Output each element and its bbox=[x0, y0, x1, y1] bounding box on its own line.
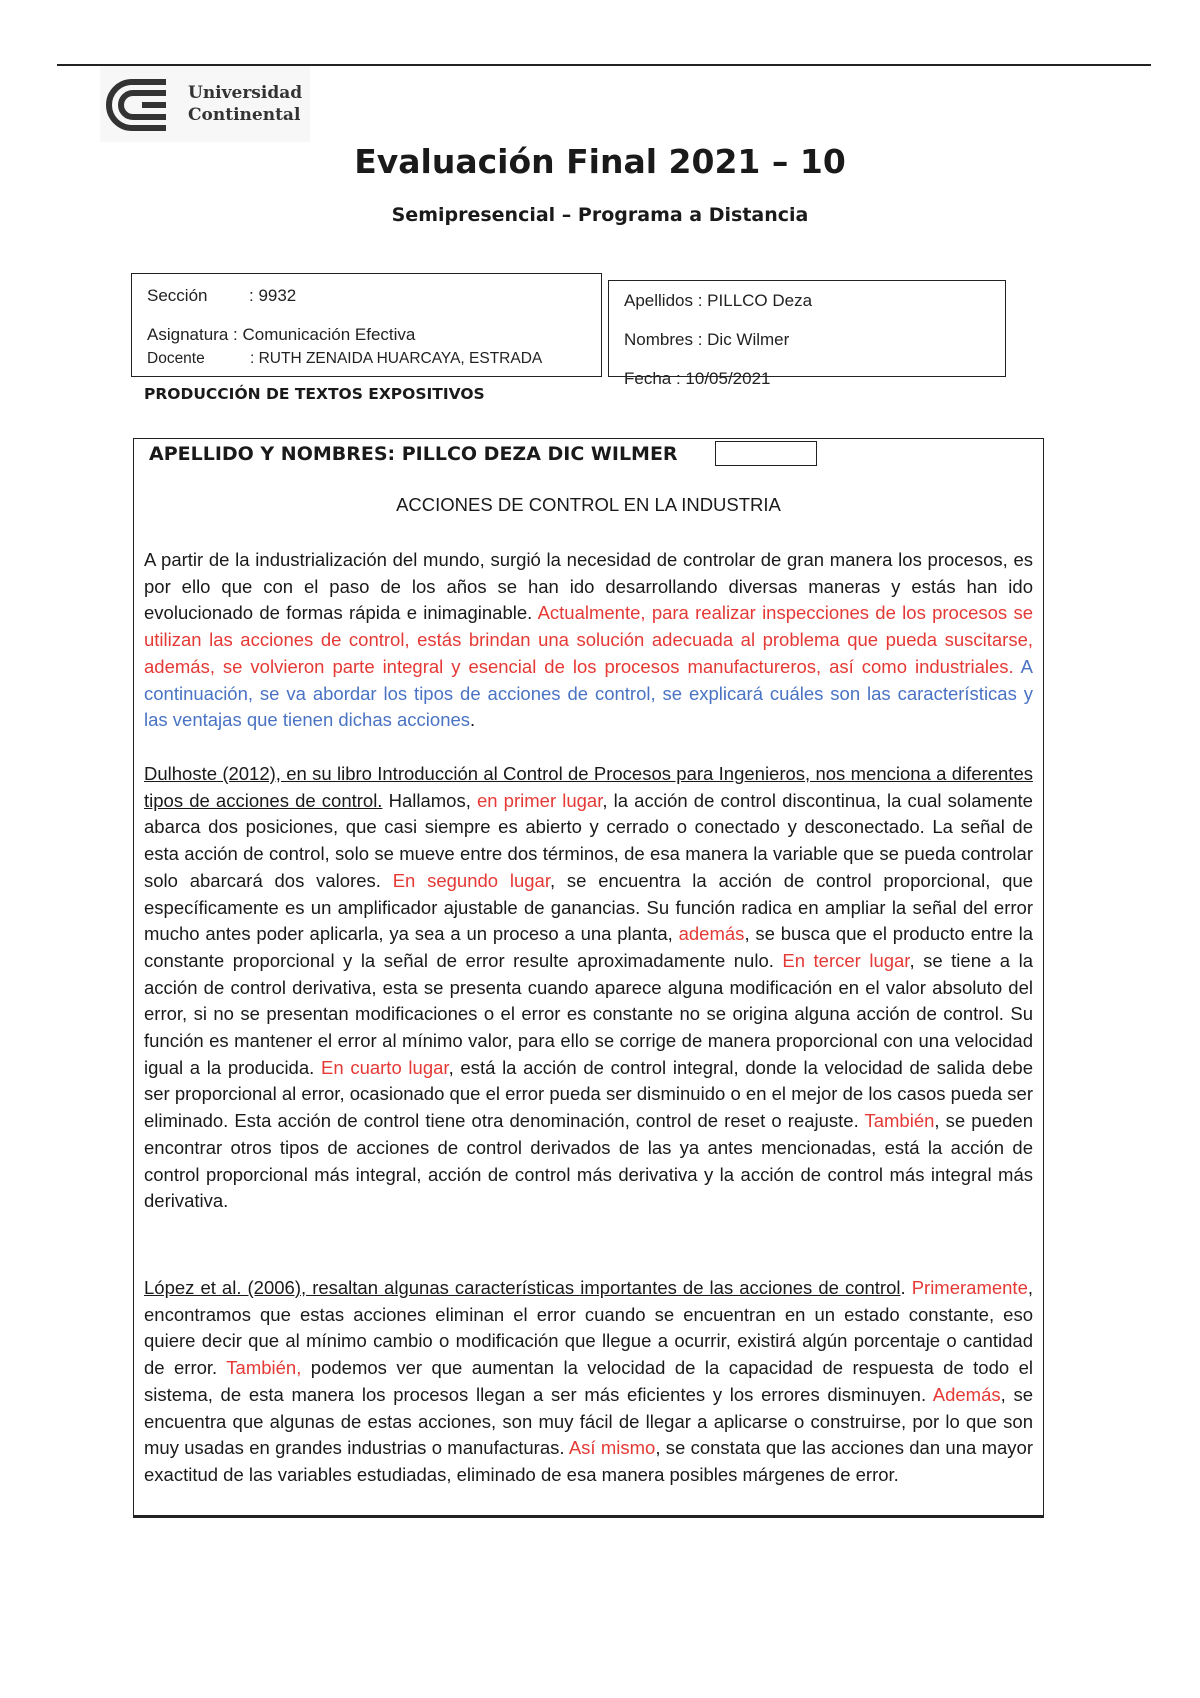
docente-label: Docente bbox=[147, 350, 205, 367]
asignatura-row bbox=[147, 325, 415, 345]
paragraph-intro bbox=[144, 547, 1033, 734]
nombres-row bbox=[624, 330, 789, 350]
paragraph-dulhoste bbox=[144, 761, 1033, 1215]
text-span: , se busca que el producto entre la constante proporcional y la señal de error resulte aproximadamente nulo. bbox=[144, 923, 1033, 971]
fecha-row-clipped: Fecha : 10/05/2021 bbox=[624, 369, 771, 388]
highlight-red: También bbox=[864, 1110, 935, 1132]
logo-line-1: Universidad bbox=[188, 83, 303, 103]
page-title: Evaluación Final 2021 – 10 bbox=[354, 142, 846, 181]
text-span: , se tiene a la acción de control derivativa, esta se presenta cuando aparece alguna modificación en el valor absoluto del error, si no se presentan modificaciones o el error es constante no se origina alguna acción de control. Su función es mantener el error al mínimo valor, para ello se corrige de manera proporcional con una velocidad igual a la producida. bbox=[144, 949, 1033, 1078]
text-span: , la acción de control discontinua, la cual solamente abarca dos posiciones, que casi siempre es abierto y cerrado o conectado y desconectado. La señal de esta acción de control, solo se mueve entre dos términos, de esa manera la variable que se pueda controlar solo abarcará dos valores. bbox=[144, 789, 1033, 891]
highlight-red: En cuarto lugar bbox=[320, 1056, 449, 1078]
seccion-label: Sección bbox=[147, 286, 208, 305]
text-span: , se pueden encontrar otros tipos de acciones de control derivados de las ya antes mencionadas, está la acción de control proporcional más integral, acción de control más derivativa y la acción de control más integral más derivativa. bbox=[144, 1110, 1033, 1212]
highlight-blue: A continuación, se va abordar los tipos de acciones de control, se explicará cuáles son las características y las ventajas que tienen dichas acciones bbox=[144, 655, 1033, 731]
nombres-value: : Dic Wilmer bbox=[697, 330, 790, 349]
logo-line-2: Continental bbox=[188, 105, 301, 125]
logo-text bbox=[188, 82, 302, 126]
text-span: , se encuentra la acción de control proporcional, que específicamente es un amplificador ajustable de ganancias. Su función radica en ampliar la señal del error mucho antes poder aplicarla, ya sea a un proceso a una planta, bbox=[144, 869, 1033, 945]
seccion-value: : 9932 bbox=[249, 286, 297, 305]
seccion-row bbox=[147, 286, 296, 306]
text-span: A partir de la industrialización del mundo, surgió la necesidad de controlar de gran manera los procesos, es por ello que con el paso de los años se han ido desarrollando diversas maneras y estás han ido evolucionado de formas rápida e inimaginable. bbox=[144, 549, 1033, 624]
citation-underlined: Dulhoste (2012), en su libro Introducción al Control de Procesos para Ingenieros, nos menciona a diferentes tipos de acciones de control. bbox=[144, 763, 1033, 811]
highlight-red: Primeramente bbox=[911, 1277, 1028, 1298]
highlight-red: en primer lugar bbox=[476, 789, 603, 811]
docente-row bbox=[147, 350, 542, 368]
apellidos-value: : PILLCO Deza bbox=[697, 291, 813, 310]
essay-title: ACCIONES DE CONTROL EN LA INDUSTRIA bbox=[396, 494, 781, 515]
text-span: , está la acción de control integral, donde la velocidad de salida debe ser proporcional al error, ocasionado que el error pueda ser disminuido o en el mejor de los casos pueda ser eliminado. Esta acción de control tiene otra denominación, control de reset o reajuste. bbox=[144, 1056, 1033, 1132]
highlight-red: En segundo lugar bbox=[392, 869, 550, 891]
nombres-label: Nombres bbox=[624, 330, 693, 349]
asignatura-label: Asignatura bbox=[147, 325, 229, 344]
text-span: . bbox=[900, 1277, 912, 1298]
highlight-red: Así mismo bbox=[568, 1437, 656, 1459]
text-span: , se constata que las acciones dan una mayor exactitud de las variables estudiadas, eliminado de esa manera posibles márgenes de error. bbox=[144, 1437, 1033, 1485]
student-info-box bbox=[608, 280, 1006, 388]
logo-mark-icon bbox=[102, 78, 182, 132]
docente-value: : RUTH ZENAIDA HUARCAYA, ESTRADA bbox=[250, 350, 543, 367]
text-span: , se encuentra que algunas de estas acciones, son muy fácil de llegar a aplicarse o construirse, por lo que son muy usadas en grandes industrias o manufacturas. bbox=[144, 1383, 1034, 1459]
text-span: . bbox=[470, 709, 476, 731]
highlight-red: En tercer lugar bbox=[782, 949, 910, 971]
page-subtitle: Semipresencial – Programa a Distancia bbox=[391, 204, 809, 226]
apellidos-row bbox=[624, 291, 812, 311]
text-span: , encontramos que estas acciones eliminan el error cuando se encuentran en un estado constante, eso quiere decir que al mínimo cambio o modificación que llegue a ocurrir, existirá algún porcentaje o cantidad de error. bbox=[144, 1277, 1034, 1379]
essay-box bbox=[133, 438, 1044, 1518]
highlight-red: También, bbox=[226, 1357, 302, 1379]
university-logo bbox=[100, 66, 310, 142]
asignatura-value: : Comunicación Efectiva bbox=[233, 325, 416, 344]
text-span: podemos ver que aumentan la velocidad de la capacidad de respuesta de todo el sistema, de esta manera los procesos llegan a ser más eficientes y los errores disminuyen. bbox=[144, 1357, 1033, 1405]
highlight-red: Actualmente, para realizar inspecciones de los procesos se utilizan las acciones de control, estás brindan una solución adecuada al problema que pueda suscitarse, además, se volvieron parte integral y esencial de los procesos manufactureros, así como industriales. bbox=[144, 602, 1033, 677]
highlight-red: además bbox=[678, 923, 745, 945]
apellidos-label: Apellidos bbox=[624, 291, 693, 310]
name-field-box bbox=[715, 441, 817, 466]
student-name-line: APELLIDO Y NOMBRES: PILLCO DEZA DIC WILMER bbox=[149, 443, 678, 465]
course-info-box bbox=[131, 273, 602, 377]
highlight-red: Además bbox=[932, 1383, 1001, 1405]
section-heading: PRODUCCIÓN DE TEXTOS EXPOSITIVOS bbox=[144, 385, 485, 403]
paragraph-lopez bbox=[144, 1275, 1033, 1489]
text-span: Hallamos, bbox=[382, 789, 477, 811]
citation-underlined: López et al. (2006), resaltan algunas características importantes de las acciones de control bbox=[144, 1277, 901, 1298]
